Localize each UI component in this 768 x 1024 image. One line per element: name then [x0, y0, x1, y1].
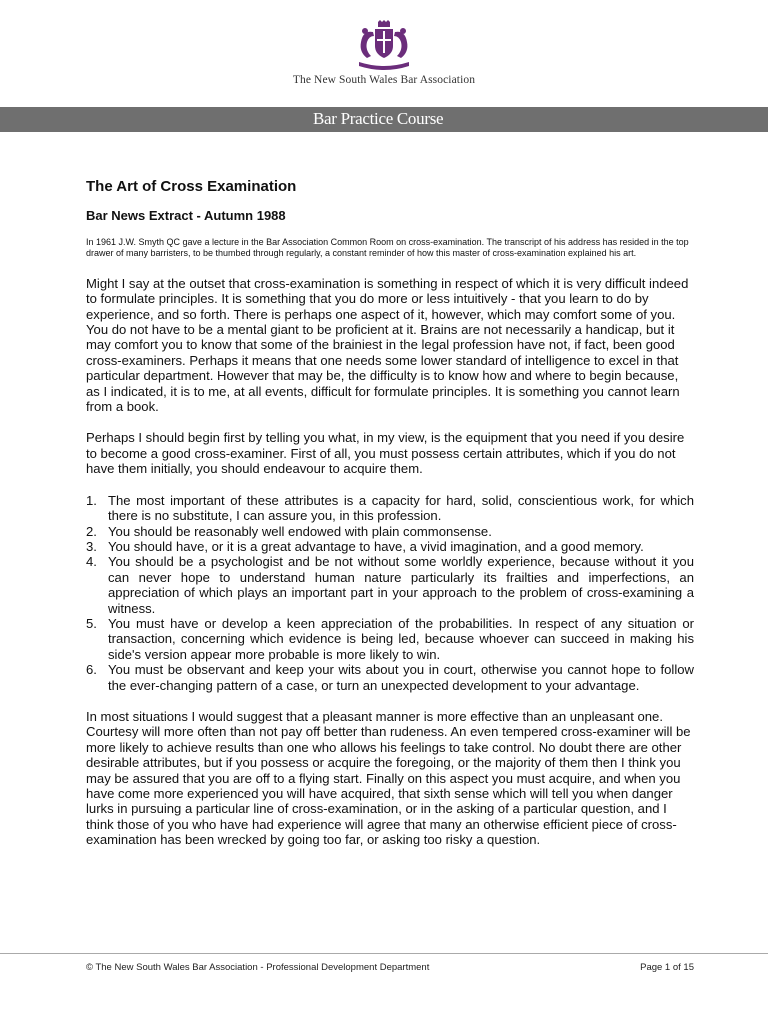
intro-paragraph: In 1961 J.W. Smyth QC gave a lecture in the Bar Association Common Room on cross-examination. The transcript of his address has resided in the top drawer of many barristers, to be thumbed through regularly, a constant reminder of how this master of cross-examination explained his art.: [86, 237, 689, 259]
document-body: [86, 178, 694, 848]
list-text: You should have, or it is a great advantage to have, a vivid imagination, and a good memory.: [108, 538, 644, 554]
list-number: 5.: [86, 615, 97, 631]
list-item: [86, 616, 694, 662]
course-banner: [0, 107, 768, 132]
coat-of-arms-icon: [349, 20, 419, 72]
org-name: The New South Wales Bar Association: [292, 74, 476, 86]
list-number: 6.: [86, 662, 97, 678]
footer-divider: [0, 953, 768, 954]
list-text: You must be observant and keep your wits about you in court, otherwise you cannot hope to follow the ever-changing pattern of a case, or turn an unexpected development to your advantage.: [108, 662, 694, 693]
list-text: The most important of these attributes is a capacity for hard, solid, conscientious work, for which there is no substitute, I can assure you, in this profession.: [108, 492, 694, 524]
header-logo: [0, 20, 768, 100]
list-number: 3.: [86, 538, 97, 554]
list-number: 4.: [86, 554, 97, 570]
banner-title: Bar Practice Course: [313, 109, 444, 128]
list-text: You should be a psychologist and be not without some worldly experience, because without it you can never hope to understand human nature particularly its frailties and imperfections, an appreciation of which plays an important part in your approach to the problem of cross-examining a witness.: [108, 554, 694, 616]
list-item: [86, 554, 694, 616]
footer-copyright: © The New South Wales Bar Association - Professional Development Department: [86, 962, 430, 973]
paragraph-2: Perhaps I should begin first by telling you what, in my view, is the equipment that you need if you desire to become a good cross-examiner. First of all, you must possess certain attributes, which if you do not have them initially, you should endeavour to acquire them.: [86, 430, 685, 477]
list-item: [86, 662, 694, 693]
list-text: You should be reasonably well endowed with plain commonsense.: [108, 523, 492, 539]
paragraph-1: Might I say at the outset that cross-examination is something in respect of which it is very difficult indeed to formulate principles. It is something that you do more or less intuitively - that you learn to do by experience, and so forth. There is perhaps one aspect of it, however, which may comfort some of you. You do not have to be a mental giant to be proficient at it. Brains are not necessarily a handicap, but it may comfort you to know that some of the brainiest in the legal profession have not, if fact, been good cross-examiners. Perhaps it means that one needs some lower standard of intelligence to excel in that particular department. However that may be, the difficulty is to know how and where to begin because, as I indicated, it is to me, at all events, difficult for formulate principles. It is something you cannot learn from a book.: [86, 275, 689, 415]
list-item: [86, 493, 694, 524]
list-text: You must have or develop a keen appreciation of the probabilities. In respect of any situation or transaction, concerning which evidence is being led, because whoever can succeed in making his side's version appear more probable is more likely to win.: [108, 615, 694, 662]
list-item: [86, 539, 694, 554]
list-number: 2.: [86, 523, 97, 539]
list-item: [86, 524, 694, 539]
document-subtitle: Bar News Extract - Autumn 1988: [86, 208, 286, 223]
page-number: Page 1 of 15: [640, 962, 694, 973]
list-number: 1.: [86, 492, 97, 508]
attributes-list: [86, 493, 694, 693]
document-title: The Art of Cross Examination: [86, 178, 297, 195]
paragraph-3: In most situations I would suggest that a pleasant manner is more effective than an unpleasant one. Courtesy will more often than not pay off better than rudeness. An even tempered cross-examiner will be more likely to achieve results than one who allows his feelings to take control. No doubt there are other desirable attributes, but if you possess or acquire the foregoing, or the majority of them then I think you may be assured that you are off to a flying start. Finally on this aspect you must acquire, and when you have come more experienced you will have acquired, that sixth sense which will tell you when danger lurks in pursuing a particular line of cross-examination, or in the asking of a particular question, and I think those of you who have had experience will agree that many an otherwise efficient piece of cross-examination has been wrecked by going too far, or asking too risky a question.: [86, 708, 691, 848]
